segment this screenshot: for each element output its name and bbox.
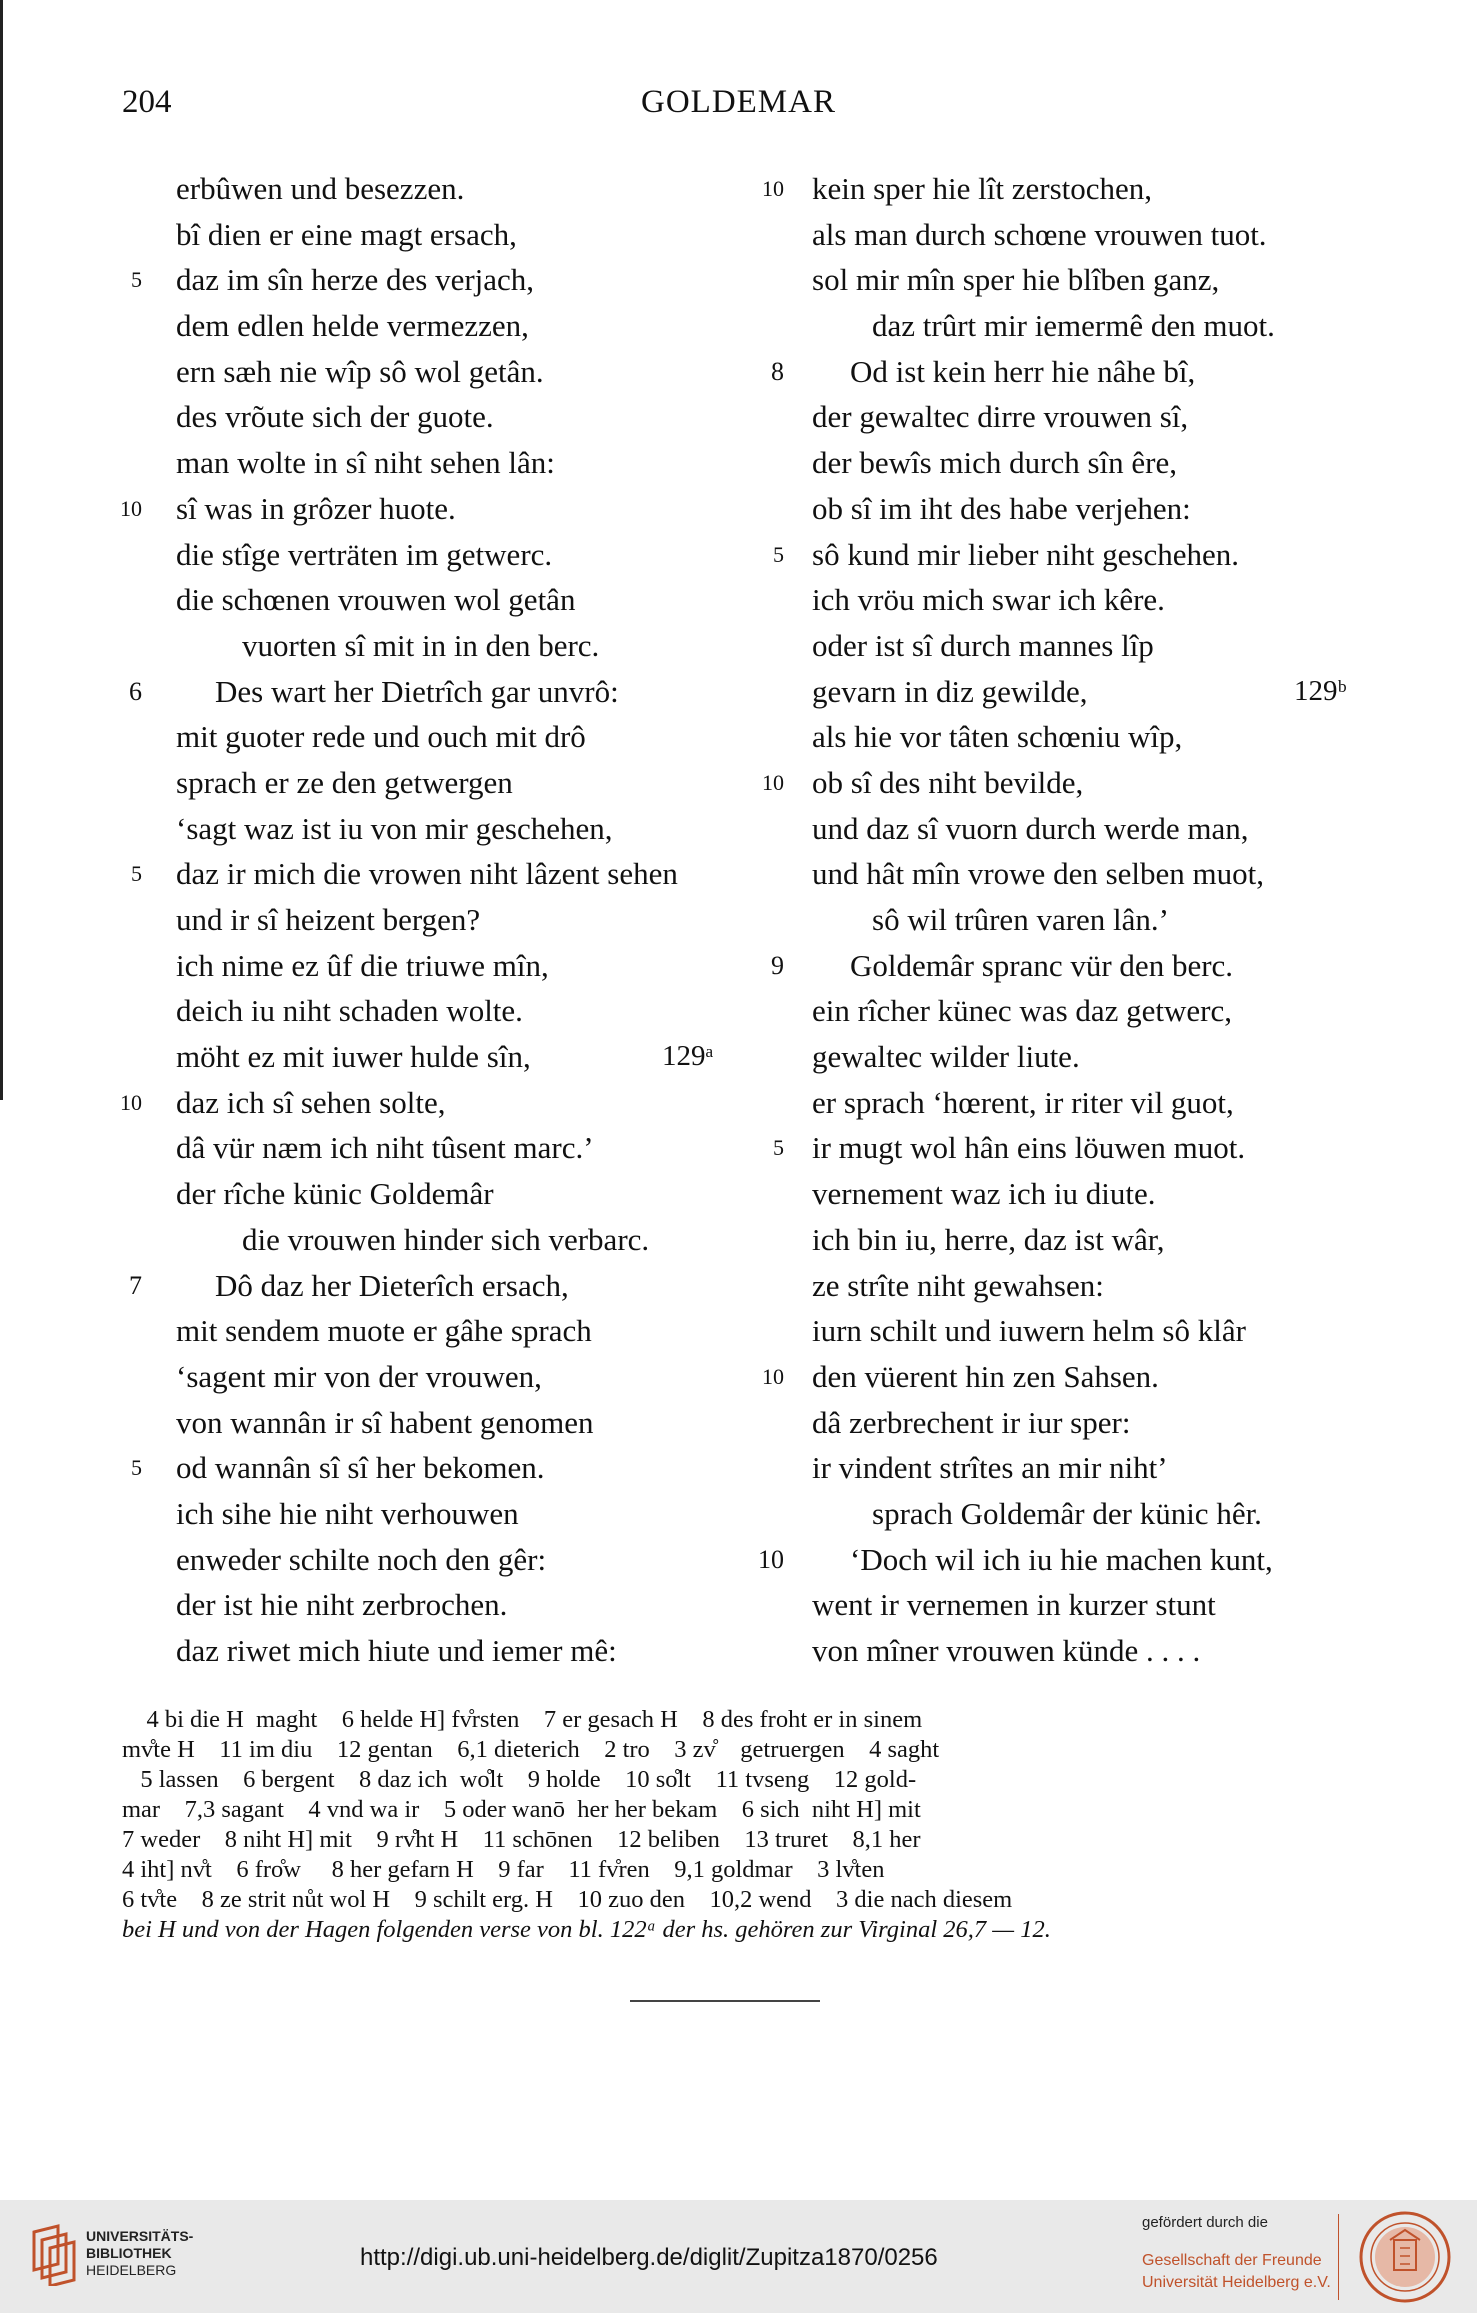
verse-text: die vrouwen hinder sich verbarc. bbox=[242, 1221, 650, 1257]
verse-text: als man durch schœne vrouwen tuot. bbox=[812, 216, 1267, 252]
verse-line bbox=[772, 851, 1382, 897]
verse-text: kein sper hie lît zerstochen, bbox=[812, 171, 1153, 206]
verse-text: bî dien er eine magt ersach, bbox=[176, 216, 517, 252]
verse-line bbox=[772, 440, 1382, 486]
verse-text: gewaltec wilder liute. bbox=[812, 1039, 1080, 1075]
sponsor-label: gefördert durch die bbox=[1142, 2214, 1268, 2231]
verse-text: ‘sagt waz ist iu von mir geschehen, bbox=[176, 810, 613, 846]
verse-text: der rîche künic Goldemâr bbox=[176, 1176, 494, 1212]
verse-text: gevarn in diz gewilde, bbox=[812, 673, 1088, 709]
verse-text: daz ich sî sehen solte, bbox=[176, 1084, 446, 1120]
university-seal-icon bbox=[1358, 2210, 1452, 2304]
verse-line bbox=[762, 166, 1382, 212]
line-number: 5 bbox=[773, 1135, 784, 1161]
library-name-line: HEIDELBERG bbox=[86, 2262, 177, 2278]
page-number: 204 bbox=[122, 84, 172, 120]
library-name bbox=[86, 2228, 193, 2279]
apparatus-line: bei H und von der Hagen folgenden verse von bl. 122ᵃ der hs. gehören zur Virginal 26,7 — 12. bbox=[122, 1916, 1051, 1943]
verse-line bbox=[772, 1125, 1382, 1171]
verse-text: daz ir mich die vrowen niht lâzent sehen bbox=[176, 856, 678, 892]
verse-line bbox=[110, 349, 750, 395]
verse-line bbox=[110, 714, 750, 760]
verse-text: ir mugt wol hân eins löuwen muot. bbox=[812, 1130, 1246, 1166]
strophe-number: 9 bbox=[771, 950, 784, 980]
verse-line bbox=[110, 1125, 750, 1171]
verse-line bbox=[110, 577, 750, 623]
digitization-footer bbox=[0, 2200, 1477, 2313]
verse-text: daz trûrt mir iemermê den muot. bbox=[872, 308, 1275, 344]
verse-line bbox=[772, 349, 1382, 395]
sponsor-name-line: Gesellschaft der Freunde bbox=[1142, 2252, 1322, 2269]
apparatus-line: mar 7,3 sagant 4 vnd wa ir 5 oder wanō her her bekam 6 sich niht H] mit bbox=[122, 1796, 921, 1823]
strophe-number: 7 bbox=[129, 1270, 142, 1300]
verse-text: ze strîte niht gewahsen: bbox=[812, 1267, 1104, 1303]
verse-text: des vrõute sich der guote. bbox=[176, 399, 494, 435]
verse-text: die schœnen vrouwen wol getân bbox=[176, 582, 576, 618]
verse-line bbox=[772, 486, 1382, 532]
verse-text: dem edlen helde vermezzen, bbox=[176, 308, 529, 344]
strophe-number: 6 bbox=[129, 676, 142, 706]
verse-text: und hât mîn vrowe den selben muot, bbox=[812, 856, 1264, 892]
verse-line bbox=[772, 1445, 1382, 1491]
verse-line bbox=[110, 486, 750, 532]
verse-text: mit guoter rede und ouch mit drô bbox=[176, 719, 586, 755]
verse-line bbox=[772, 1217, 1382, 1263]
verse-line bbox=[762, 760, 1382, 806]
source-url-link[interactable]: http://digi.ub.uni-heidelberg.de/diglit/Zupitza1870/0256 bbox=[360, 2244, 938, 2271]
strophe-number: 10 bbox=[758, 1544, 784, 1574]
verse-text: vernement waz ich iu diute. bbox=[812, 1176, 1156, 1212]
end-rule bbox=[630, 2000, 820, 2002]
verse-text: daz riwet mich hiute und iemer mê: bbox=[176, 1633, 617, 1668]
verse-text: sol mir mîn sper hie blîben ganz, bbox=[812, 262, 1220, 298]
verse-text: und daz sî vuorn durch werde man, bbox=[812, 810, 1249, 846]
verse-line bbox=[110, 1445, 750, 1491]
verse-line bbox=[772, 1034, 1382, 1080]
verse-line bbox=[110, 897, 750, 943]
sponsor-name-line: Universität Heidelberg e.V. bbox=[1142, 2274, 1331, 2291]
verse-text: und ir sî heizent bergen? bbox=[176, 902, 481, 937]
sponsor-name bbox=[1142, 2250, 1331, 2294]
verse-line bbox=[110, 1171, 750, 1217]
verse-line bbox=[772, 1582, 1382, 1628]
verse-text: Dô daz her Dieterîch ersach, bbox=[215, 1267, 569, 1303]
line-number: 10 bbox=[762, 176, 784, 201]
library-name-line: BIBLIOTHEK bbox=[86, 2245, 172, 2261]
verse-line bbox=[772, 1080, 1382, 1126]
verse-line bbox=[772, 806, 1382, 852]
verse-line bbox=[772, 394, 1382, 440]
verse-line bbox=[110, 1582, 750, 1628]
verse-text: Des wart her Dietrîch gar unvrô: bbox=[215, 673, 619, 709]
verse-line bbox=[110, 988, 750, 1034]
verse-text: sô kund mir lieber niht geschehen. bbox=[812, 536, 1240, 572]
verse-line bbox=[772, 714, 1382, 760]
verse-line bbox=[772, 303, 1382, 349]
verse-line bbox=[110, 1080, 750, 1126]
verse-line bbox=[772, 532, 1382, 578]
verse-text: ern sæh nie wîp sô wol getân. bbox=[176, 353, 544, 389]
line-number: 10 bbox=[762, 1363, 784, 1389]
verse-text: went ir vernemen in kurzer stunt bbox=[812, 1587, 1216, 1623]
verse-text: Od ist kein herr hie nâhe bî, bbox=[850, 353, 1196, 389]
verse-line bbox=[110, 1308, 750, 1354]
line-number: 10 bbox=[120, 1089, 142, 1115]
line-number: 5 bbox=[131, 1455, 142, 1481]
verse-text: daz im sîn herze des verjach, bbox=[176, 262, 535, 298]
verse-line bbox=[772, 897, 1382, 943]
verse-line bbox=[772, 669, 1382, 715]
line-number: 5 bbox=[773, 541, 784, 567]
verse-line bbox=[110, 394, 750, 440]
verse-text: als hie vor tâten schœniu wîp, bbox=[812, 719, 1183, 755]
verse-text: erbûwen und besezzen. bbox=[176, 171, 465, 206]
apparatus-line: 6 tv̊te 8 ze strit nůt wol H 9 schilt erg. H 10 zuo den 10,2 wend 3 die nach diesem bbox=[122, 1886, 1013, 1913]
verse-line bbox=[772, 623, 1382, 669]
verse-text: der gewaltec dirre vrouwen sî, bbox=[812, 399, 1189, 435]
verse-text: mit sendem muote er gâhe sprach bbox=[176, 1313, 592, 1349]
left-verse-column bbox=[110, 166, 750, 1674]
verse-text: dâ vür næm ich niht tûsent marc.’ bbox=[176, 1130, 594, 1166]
verse-line bbox=[110, 851, 750, 897]
verse-line bbox=[772, 988, 1382, 1034]
verse-text: vuorten sî mit in in den berc. bbox=[242, 627, 600, 663]
verse-line bbox=[110, 806, 750, 852]
verse-text: ich sihe hie niht verhouwen bbox=[176, 1495, 519, 1531]
apparatus-line: mv̊te H 11 im diu 12 gentan 6,1 dieterich 2 tro 3 zv̊ getruergen 4 saght bbox=[122, 1736, 940, 1763]
verse-line bbox=[110, 1034, 750, 1080]
verse-text: enweder schilte noch den gêr: bbox=[176, 1541, 547, 1577]
verse-line bbox=[110, 1217, 750, 1263]
strophe-number: 8 bbox=[771, 356, 784, 386]
verse-line bbox=[110, 669, 750, 715]
line-number: 5 bbox=[131, 861, 142, 887]
verse-text: von mîner vrouwen künde . . . . bbox=[812, 1633, 1201, 1668]
verse-text: Goldemâr spranc vür den berc. bbox=[850, 947, 1234, 983]
verse-line bbox=[772, 1400, 1382, 1446]
verse-line bbox=[110, 1354, 750, 1400]
verse-line bbox=[110, 1400, 750, 1446]
verse-text: ir vindent strîtes an mir niht’ bbox=[812, 1450, 1168, 1486]
verse-text: man wolte in sî niht sehen lân: bbox=[176, 445, 555, 481]
verse-line bbox=[110, 212, 750, 258]
verse-text: ‘sagent mir von der vrouwen, bbox=[176, 1358, 542, 1394]
critical-apparatus bbox=[122, 1705, 1362, 1945]
verse-text: möht ez mit iuwer hulde sîn, bbox=[176, 1039, 531, 1075]
manuscript-folio-marker: 129ᵇ bbox=[1294, 674, 1347, 707]
right-verse-column bbox=[758, 166, 1382, 1674]
verse-text: ein rîcher künec was daz getwerc, bbox=[812, 993, 1232, 1029]
verse-line bbox=[772, 212, 1382, 258]
verse-line bbox=[772, 1263, 1382, 1309]
verse-text: sprach Goldemâr der künic hêr. bbox=[872, 1495, 1262, 1531]
verse-text: ‘Doch wil ich iu hie machen kunt, bbox=[850, 1541, 1273, 1577]
line-number: 10 bbox=[120, 495, 142, 521]
verse-text: die stîge verträten im getwerc. bbox=[176, 536, 553, 572]
apparatus-line: 4 bi die H maght 6 helde H] fv̊rsten 7 er gesach H 8 des froht er in sinem bbox=[122, 1706, 923, 1733]
scan-edge-rule bbox=[0, 0, 3, 1100]
library-logo-icon bbox=[28, 2224, 78, 2286]
verse-line bbox=[110, 1628, 750, 1674]
verse-text: ich vröu mich swar ich kêre. bbox=[812, 582, 1165, 618]
verse-line bbox=[772, 1171, 1382, 1217]
verse-text: dâ zerbrechent ir iur sper: bbox=[812, 1404, 1131, 1440]
verse-line bbox=[110, 1263, 750, 1309]
apparatus-line: 4 iht] nv̊t 6 fro̊w 8 her gefarn H 9 far 11 fv̊ren 9,1 goldmar 3 lv̊ten bbox=[122, 1856, 885, 1883]
verse-line bbox=[758, 1537, 1382, 1583]
verse-text: ob sî des niht bevilde, bbox=[812, 764, 1084, 800]
apparatus-line: 5 lassen 6 bergent 8 daz ich wo̊lt 9 holde 10 so̊lt 11 tvseng 12 gold- bbox=[122, 1766, 917, 1793]
verse-text: er sprach ‘hœrent, ir riter vil guot, bbox=[812, 1084, 1234, 1120]
verse-text: der bewîs mich durch sîn êre, bbox=[812, 445, 1177, 481]
verse-line bbox=[110, 760, 750, 806]
verse-line bbox=[110, 623, 750, 669]
manuscript-folio-marker: 129ᵃ bbox=[662, 1040, 714, 1073]
verse-line bbox=[110, 943, 750, 989]
verse-text: der ist hie niht zerbrochen. bbox=[176, 1587, 508, 1623]
running-title: GOLDEMAR bbox=[641, 84, 836, 120]
footer-divider bbox=[1338, 2214, 1339, 2300]
verse-line bbox=[110, 440, 750, 486]
line-number: 10 bbox=[762, 769, 784, 795]
verse-line bbox=[110, 532, 750, 578]
verse-text: od wannân sî sî her bekomen. bbox=[176, 1450, 545, 1486]
verse-text: sprach er ze den getwergen bbox=[176, 764, 513, 800]
line-number: 5 bbox=[131, 267, 142, 293]
verse-text: iurn schilt und iuwern helm sô klâr bbox=[812, 1313, 1246, 1349]
verse-text: sô wil trûren varen lân.’ bbox=[872, 902, 1169, 937]
verse-line bbox=[110, 166, 750, 212]
verse-text: deich iu niht schaden wolte. bbox=[176, 993, 523, 1029]
verse-line bbox=[772, 257, 1382, 303]
verse-line bbox=[772, 577, 1382, 623]
verse-line bbox=[110, 1491, 750, 1537]
verse-line bbox=[110, 303, 750, 349]
verse-line bbox=[110, 1537, 750, 1583]
verse-line bbox=[110, 257, 750, 303]
verse-text: ich bin iu, herre, daz ist wâr, bbox=[812, 1221, 1165, 1257]
verse-text: den vüerent hin zen Sahsen. bbox=[812, 1358, 1159, 1394]
verse-line bbox=[772, 943, 1382, 989]
verse-line bbox=[772, 1491, 1382, 1537]
library-name-line: UNIVERSITÄTS- bbox=[86, 2228, 194, 2244]
verse-line bbox=[772, 1308, 1382, 1354]
verse-line bbox=[762, 1354, 1382, 1400]
verse-text: ich nime ez ûf die triuwe mîn, bbox=[176, 947, 549, 983]
verse-text: ob sî im iht des habe verjehen: bbox=[812, 490, 1191, 526]
verse-text: sî was in grôzer huote. bbox=[176, 490, 456, 526]
verse-text: oder ist sî durch mannes lîp bbox=[812, 627, 1154, 663]
verse-text: von wannân ir sî habent genomen bbox=[176, 1404, 594, 1440]
apparatus-line: 7 weder 8 niht H] mit 9 rv̊ht H 11 schōnen 12 beliben 13 truret 8,1 her bbox=[122, 1826, 921, 1853]
verse-line bbox=[772, 1628, 1382, 1674]
